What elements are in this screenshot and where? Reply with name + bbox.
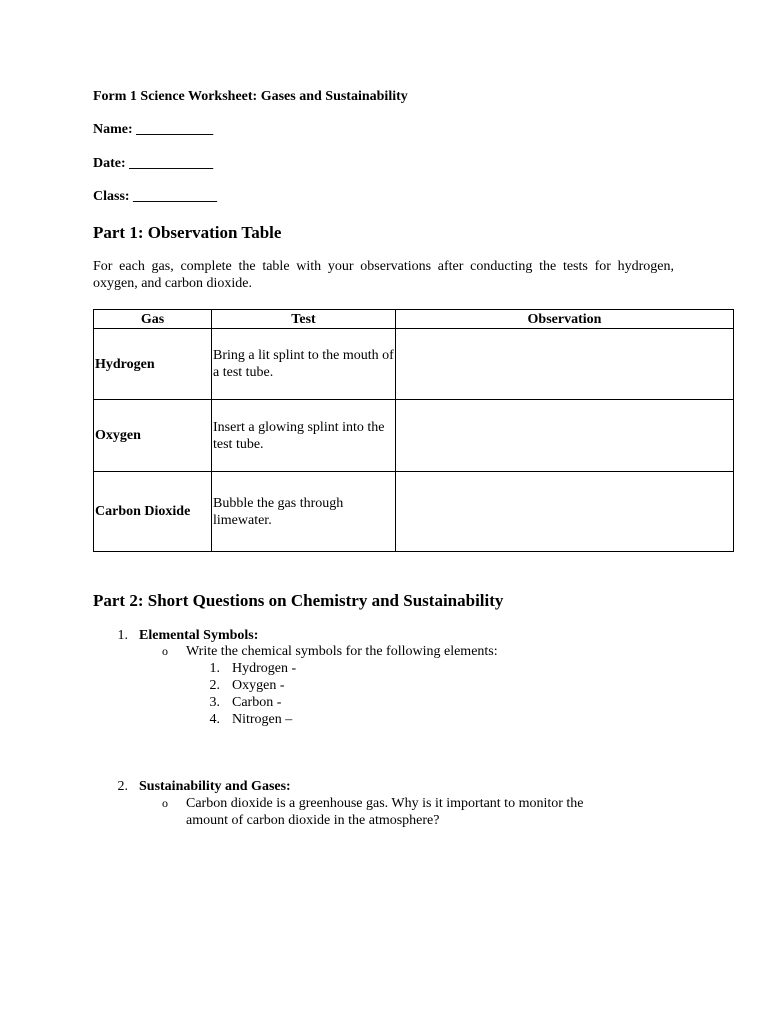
table-header-test: Test bbox=[212, 310, 396, 329]
table-header-observation: Observation bbox=[396, 310, 734, 329]
name-field: Name: ___________ bbox=[93, 122, 214, 137]
part1-heading: Part 1: Observation Table bbox=[93, 223, 282, 242]
part1-intro: For each gas, complete the table with your observations after conducting the tests for hydrogen, oxygen, and carbon dioxide. bbox=[93, 259, 674, 291]
list-item-number: 3. bbox=[209, 695, 220, 710]
gas-cell: Oxygen bbox=[94, 400, 212, 472]
part2-heading: Part 2: Short Questions on Chemistry and Sustainability bbox=[93, 591, 504, 610]
test-cell: Bring a lit splint to the mouth of a test tube. bbox=[212, 329, 396, 400]
class-field: Class: ____________ bbox=[93, 189, 218, 204]
question-number: 2. bbox=[117, 779, 128, 794]
list-item-number: 4. bbox=[209, 712, 220, 727]
question2-prompt-line1: Carbon dioxide is a greenhouse gas. Why is it important to monitor the bbox=[186, 796, 584, 811]
observation-cell[interactable] bbox=[396, 472, 734, 552]
question2-prompt-line2: amount of carbon dioxide in the atmosphere? bbox=[186, 813, 440, 828]
test-cell: Bubble the gas through limewater. bbox=[212, 472, 396, 552]
list-item: Hydrogen - bbox=[232, 661, 297, 676]
question-number: 1. bbox=[117, 628, 128, 643]
test-cell: Insert a glowing splint into the test tube. bbox=[212, 400, 396, 472]
table-header-gas: Gas bbox=[94, 310, 212, 329]
table-row bbox=[94, 400, 734, 472]
list-item: Carbon - bbox=[232, 695, 282, 710]
question2-title: Sustainability and Gases: bbox=[139, 779, 291, 794]
list-item: Oxygen - bbox=[232, 678, 285, 693]
list-item-number: 2. bbox=[209, 678, 220, 693]
gas-cell: Carbon Dioxide bbox=[94, 472, 212, 552]
bullet-icon: o bbox=[162, 796, 168, 810]
date-field: Date: ____________ bbox=[93, 156, 214, 171]
question1-prompt: Write the chemical symbols for the following elements: bbox=[186, 644, 498, 659]
bullet-icon: o bbox=[162, 644, 168, 658]
worksheet-title: Form 1 Science Worksheet: Gases and Sustainability bbox=[93, 89, 408, 104]
gas-cell: Hydrogen bbox=[94, 329, 212, 400]
table-row bbox=[94, 329, 734, 400]
question1-title: Elemental Symbols: bbox=[139, 628, 259, 643]
list-item-number: 1. bbox=[209, 661, 220, 676]
observation-cell[interactable] bbox=[396, 400, 734, 472]
observation-table bbox=[93, 309, 734, 552]
list-item: Nitrogen – bbox=[232, 712, 293, 727]
table-header-row bbox=[94, 310, 734, 329]
table-row bbox=[94, 472, 734, 552]
observation-cell[interactable] bbox=[396, 329, 734, 400]
